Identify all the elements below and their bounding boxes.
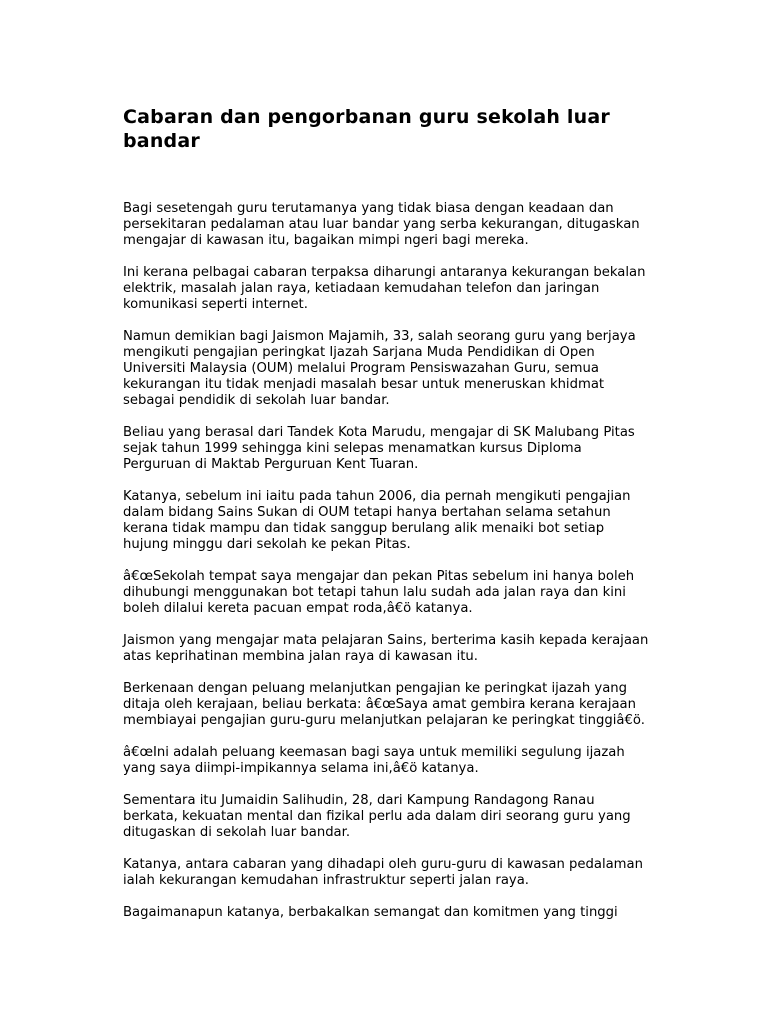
paragraph-6: â€œSekolah tempat saya mengajar dan pekan Pitas sebelum ini hanya boleh dihubungi menggunakan bot tetapi tahun lalu sudah ada jalan raya dan kini boleh dilalui kereta pacuan empat roda,â€ö katanya. <box>123 569 635 616</box>
paragraph-10: Sementara itu Jumaidin Salihudin, 28, dari Kampung Randagong Ranau berkata, kekuatan mental dan fizikal perlu ada dalam diri seorang guru yang ditugaskan di sekolah luar bandar. <box>123 793 631 840</box>
article-title: Cabaran dan pengorbanan guru sekolah luar bandar <box>123 106 610 152</box>
paragraph-3: Namun demikian bagi Jaismon Majamih, 33, salah seorang guru yang berjaya mengikuti pengajian peringkat Ijazah Sarjana Muda Pendidikan di Open Universiti Malaysia (OUM) melalui Program Pensiswazahan Guru, semua kekurangan itu tidak menjadi masalah besar untuk meneruskan khidmat sebagai pendidik di sekolah luar bandar. <box>123 329 636 408</box>
paragraph-9: â€œIni adalah peluang keemasan bagi saya untuk memiliki segulung ijazah yang saya diimpi-impikannya selama ini,â€ö katanya. <box>123 745 625 776</box>
paragraph-8: Berkenaan dengan peluang melanjutkan pengajian ke peringkat ijazah yang ditaja oleh kerajaan, beliau berkata: â€œSaya amat gembira kerana kerajaan membiayai pengajian guru-guru melanjutkan pelajaran ke peringkat tinggiâ€ö. <box>123 681 645 728</box>
paragraph-2: Ini kerana pelbagai cabaran terpaksa diharungi antaranya kekurangan bekalan elektrik, masalah jalan raya, ketiadaan kemudahan telefon dan jaringan komunikasi seperti internet. <box>123 265 646 312</box>
article-body <box>123 201 653 937</box>
paragraph-5: Katanya, sebelum ini iaitu pada tahun 2006, dia pernah mengikuti pengajian dalam bidang Sains Sukan di OUM tetapi hanya bertahan selama setahun kerana tidak mampu dan tidak sanggup berulang alik menaiki bot setiap hujung minggu dari sekolah ke pekan Pitas. <box>123 489 631 552</box>
paragraph-11: Katanya, antara cabaran yang dihadapi oleh guru-guru di kawasan pedalaman ialah kekurangan kemudahan infrastruktur seperti jalan raya. <box>123 857 643 888</box>
paragraph-12: Bagaimanapun katanya, berbakalkan semangat dan komitmen yang tinggi <box>123 905 618 920</box>
paragraph-1: Bagi sesetengah guru terutamanya yang tidak biasa dengan keadaan dan persekitaran pedalaman atau luar bandar yang serba kekurangan, ditugaskan mengajar di kawasan itu, bagaikan mimpi ngeri bagi mereka. <box>123 201 640 248</box>
paragraph-4: Beliau yang berasal dari Tandek Kota Marudu, mengajar di SK Malubang Pitas sejak tahun 1999 sehingga kini selepas menamatkan kursus Diploma Perguruan di Maktab Perguruan Kent Tuaran. <box>123 425 635 472</box>
paragraph-7: Jaismon yang mengajar mata pelajaran Sains, berterima kasih kepada kerajaan atas keprihatinan membina jalan raya di kawasan itu. <box>123 633 649 664</box>
